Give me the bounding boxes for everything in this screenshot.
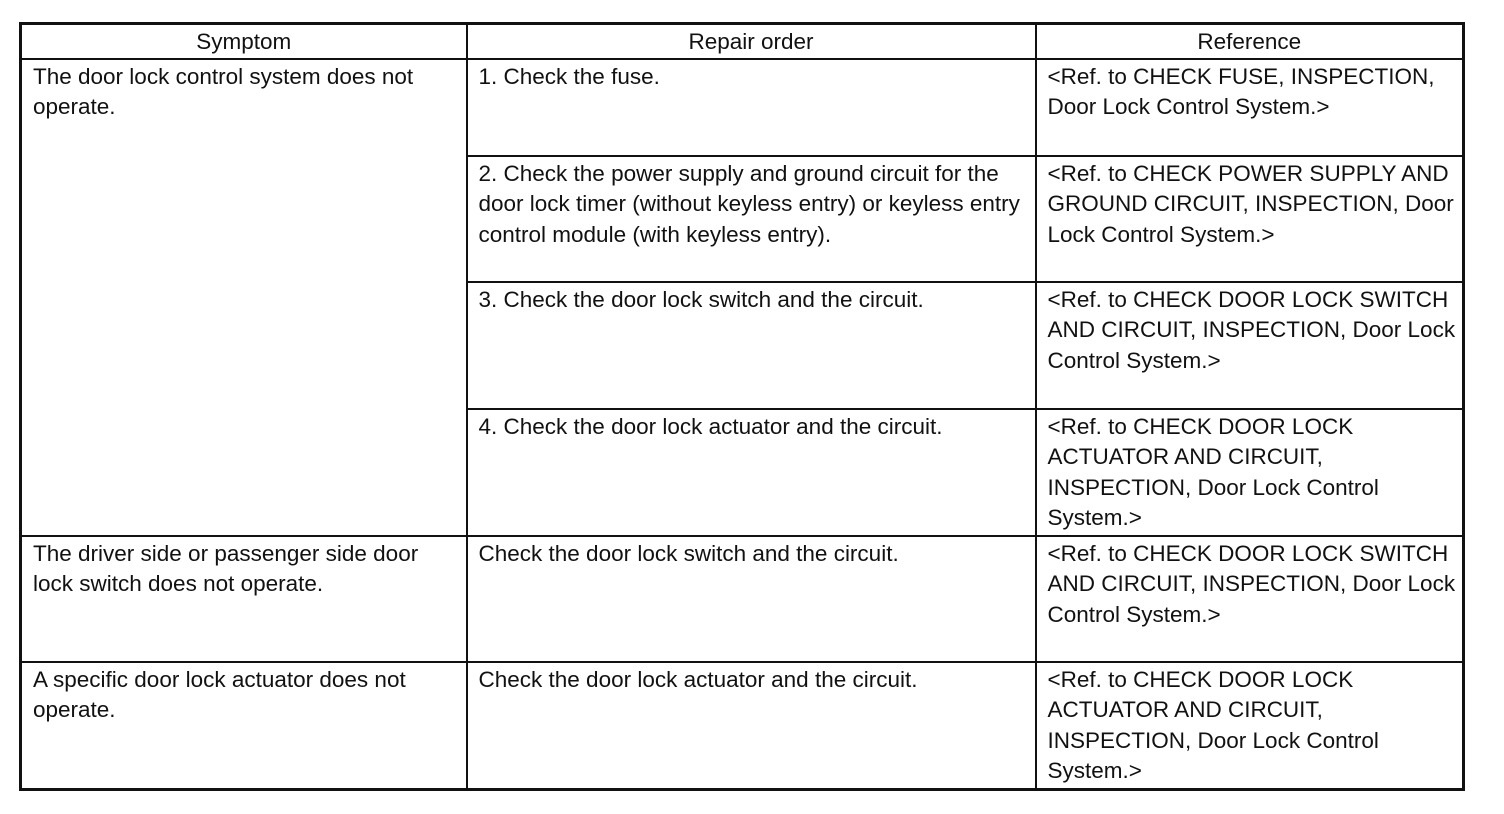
reference-cell: <Ref. to CHECK DOOR LOCK ACTUATOR AND CIRCUIT, INSPECTION, Door Lock Control System.>: [1036, 662, 1464, 790]
reference-cell: <Ref. to CHECK POWER SUPPLY AND GROUND CIRCUIT, INSPECTION, Door Lock Control System.>: [1036, 156, 1464, 282]
symptom-cell: The door lock control system does not operate.: [21, 59, 467, 536]
repair-order-cell: Check the door lock switch and the circuit.: [467, 536, 1036, 662]
reference-cell: <Ref. to CHECK FUSE, INSPECTION, Door Lock Control System.>: [1036, 59, 1464, 156]
header-repair-order: Repair order: [467, 24, 1036, 59]
header-symptom: Symptom: [21, 24, 467, 59]
troubleshooting-table: [19, 22, 1465, 791]
reference-cell: <Ref. to CHECK DOOR LOCK SWITCH AND CIRCUIT, INSPECTION, Door Lock Control System.>: [1036, 536, 1464, 662]
symptom-cell: A specific door lock actuator does not operate.: [21, 662, 467, 790]
repair-order-cell: 2. Check the power supply and ground circuit for the door lock timer (without keyless entry) or keyless entry control module (with keyless entry).: [467, 156, 1036, 282]
table-row: [21, 662, 1464, 790]
repair-order-cell: Check the door lock actuator and the circuit.: [467, 662, 1036, 790]
reference-cell: <Ref. to CHECK DOOR LOCK SWITCH AND CIRCUIT, INSPECTION, Door Lock Control System.>: [1036, 282, 1464, 409]
table-header-row: [21, 24, 1464, 59]
header-reference: Reference: [1036, 24, 1464, 59]
repair-order-cell: 3. Check the door lock switch and the circuit.: [467, 282, 1036, 409]
table-row: [21, 59, 1464, 156]
symptom-cell: The driver side or passenger side door lock switch does not operate.: [21, 536, 467, 662]
repair-order-cell: 1. Check the fuse.: [467, 59, 1036, 156]
table-row: [21, 536, 1464, 662]
repair-order-cell: 4. Check the door lock actuator and the circuit.: [467, 409, 1036, 536]
reference-cell: <Ref. to CHECK DOOR LOCK ACTUATOR AND CIRCUIT, INSPECTION, Door Lock Control System.>: [1036, 409, 1464, 536]
